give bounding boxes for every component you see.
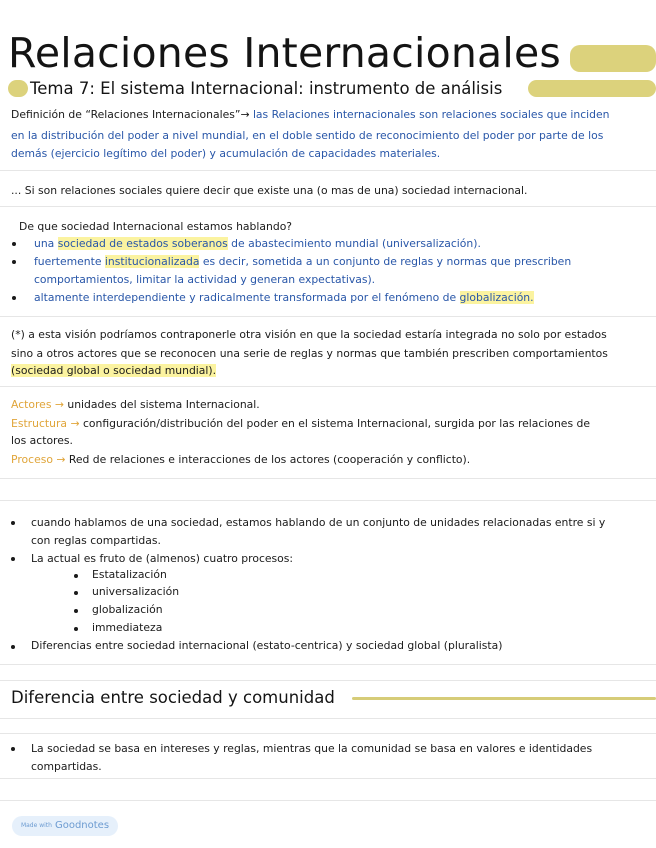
bullet-dot bbox=[74, 574, 78, 578]
term-text: unidades del sistema Internacional. bbox=[67, 398, 260, 411]
differences-bullet: Diferencias entre sociedad internacional (estato-centrica) y sociedad global (pluralista) bbox=[31, 639, 503, 652]
bullet-dot bbox=[11, 521, 15, 525]
section2-bullet-line-2: compartidas. bbox=[31, 760, 102, 773]
title-highlight-bar bbox=[570, 45, 656, 72]
process-item: Estatalización bbox=[92, 568, 167, 581]
subtitle-highlight-bar-right bbox=[528, 80, 656, 97]
society-bullet-2 bbox=[34, 253, 571, 271]
bullet-dot bbox=[11, 747, 15, 751]
bullet-dot bbox=[11, 557, 15, 561]
term-process bbox=[11, 451, 470, 469]
subtitle-highlight-bar bbox=[8, 80, 28, 97]
term-label: Actores → bbox=[11, 398, 64, 411]
other-vision-line-2: sino a otros actores que se reconocen una serie de reglas y normas que también prescriben comportamientos bbox=[11, 347, 608, 360]
badge-brand: Goodnotes bbox=[54, 820, 110, 831]
other-vision-line-1: (*) a esta visión podríamos contraponerle otra visión en que la sociedad estaría integrada no solo por estados bbox=[11, 328, 607, 341]
process-item: universalización bbox=[92, 585, 180, 598]
goodnotes-badge bbox=[12, 816, 118, 836]
society-question: De que sociedad Internacional estamos hablando? bbox=[19, 220, 293, 233]
badge-prefix: Made with bbox=[20, 822, 52, 829]
bullet-dot bbox=[74, 591, 78, 595]
bullet-dot bbox=[12, 260, 16, 264]
processes-intro: La actual es fruto de (almenos) cuatro procesos: bbox=[31, 552, 294, 565]
highlighted-term: sociedad de estados soberanos bbox=[57, 237, 228, 250]
term-label: Proceso → bbox=[11, 453, 66, 466]
society-bullet-1 bbox=[34, 235, 481, 253]
definition-line-1 bbox=[11, 106, 610, 124]
bullet-text: de abastecimiento mundial (universalización). bbox=[227, 237, 481, 250]
bullet-dot bbox=[74, 627, 78, 631]
society-summary-line-1: cuando hablamos de una sociedad, estamos hablando de un conjunto de unidades relacionadas entre si y bbox=[31, 516, 606, 529]
term-structure bbox=[11, 415, 590, 433]
definition-label: Definición de “Relaciones Internacionales”→ bbox=[11, 108, 250, 121]
term-label: Estructura → bbox=[11, 417, 80, 430]
definition-line-3: demás (ejercicio legítimo del poder) y acumulación de capacidades materiales. bbox=[11, 147, 441, 160]
bullet-dot bbox=[12, 296, 16, 300]
society-bullet-2-cont: comportamientos, limitar la actividad y generan expectativas). bbox=[34, 273, 376, 286]
bullet-text: es decir, sometida a un conjunto de reglas y normas que prescriben bbox=[199, 255, 572, 268]
other-vision-line-3 bbox=[11, 362, 216, 380]
term-text: configuración/distribución del poder en el sistema Internacional, surgida por las relaciones de bbox=[82, 417, 591, 430]
heading-underline-deco bbox=[352, 697, 656, 700]
definition-text: las Relaciones internacionales son relaciones sociales que inciden bbox=[252, 108, 610, 121]
section2-bullet-line-1: La sociedad se basa en intereses y reglas, mientras que la comunidad se basa en valores e identidades bbox=[31, 742, 593, 755]
page-title: Relaciones Internacionales bbox=[8, 29, 561, 77]
bullet-text: fuertemente bbox=[34, 255, 105, 268]
definition-line-2: en la distribución del poder a nivel mundial, en el doble sentido de reconocimiento del poder por parte de los bbox=[11, 129, 604, 142]
page-subtitle: Tema 7: El sistema Internacional: instrumento de análisis bbox=[30, 79, 503, 98]
term-structure-cont: los actores. bbox=[11, 434, 73, 447]
bullet-text: una bbox=[34, 237, 58, 250]
highlighted-term: (sociedad global o sociedad mundial). bbox=[11, 364, 217, 377]
bullet-text: altamente interdependiente y radicalmente transformada por el fenómeno de bbox=[34, 291, 460, 304]
society-summary-line-2: con reglas compartidas. bbox=[31, 534, 161, 547]
highlighted-term: institucionalizada bbox=[104, 255, 200, 268]
bullet-dot bbox=[74, 609, 78, 613]
process-item: globalización bbox=[92, 603, 163, 616]
term-text: Red de relaciones e interacciones de los actores (cooperación y conflicto). bbox=[68, 453, 471, 466]
process-item: immediateza bbox=[92, 621, 163, 634]
highlighted-term: globalización. bbox=[459, 291, 534, 304]
term-actors bbox=[11, 396, 260, 414]
section-heading: Diferencia entre sociedad y comunidad bbox=[11, 688, 335, 707]
bullet-dot bbox=[11, 645, 15, 649]
society-bullet-3 bbox=[34, 289, 534, 307]
social-relations-note: ... Si son relaciones sociales quiere decir que existe una (o mas de una) sociedad internacional. bbox=[11, 184, 528, 197]
bullet-dot bbox=[12, 242, 16, 246]
